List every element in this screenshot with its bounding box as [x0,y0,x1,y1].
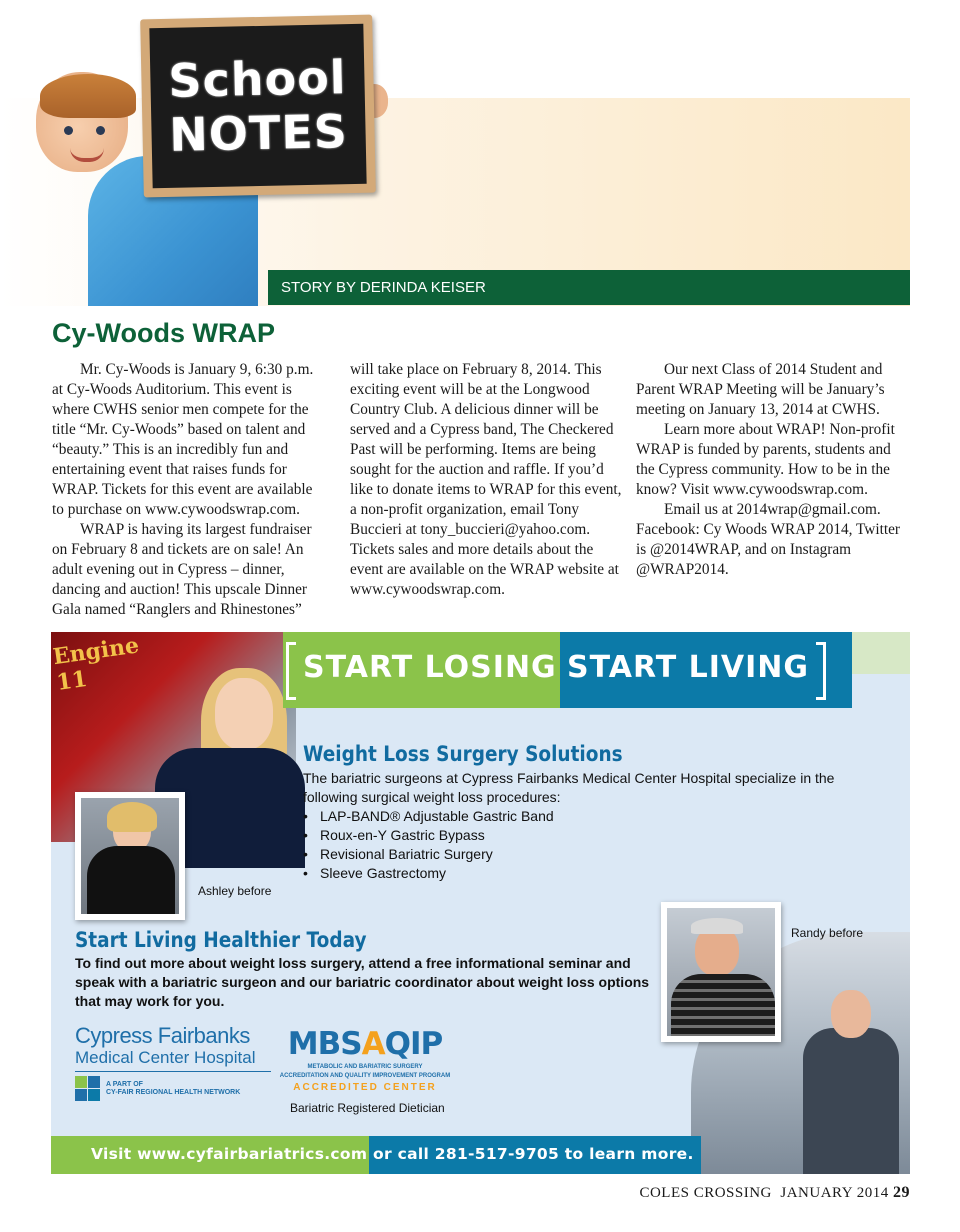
engine-emblem: Engine 11 [51,632,141,696]
randy-photo-image [667,908,775,1036]
article-column-2 [350,360,626,600]
cypress-fairbanks-logo [75,1024,275,1102]
ashley-shirt [87,846,175,914]
footer-publication: COLES CROSSING JANUARY 2014 [639,1185,889,1201]
paragraph: Mr. Cy-Woods is January 9, 6:30 p.m. at Cy-Woods Auditorium. This event is where CWHS senior men compete for the title “Mr. Cy-Woods” based on talent and “beauty.” This is an incredibly fun and entertaining event that raises funds for WRAP. Tickets for this event are available to purchase on www.cywoodswrap.com. [52,361,314,518]
mbsaqip-accredited: ACCREDITED CENTER [293,1082,437,1093]
caption-randy-before: Randy before [791,926,864,940]
ashley-before-photo [75,792,185,920]
doctor-body [803,1028,899,1174]
mbsaqip-wordmark [265,1026,465,1062]
doctor-face [831,990,871,1038]
cf-logo-name: Cypress Fairbanks [75,1023,250,1048]
section-healthier-title: Start Living Healthier Today [75,928,367,952]
cf-logo-divider [75,1071,271,1072]
seminar-text: To find out more about weight loss surgery, attend a free informational seminar and speak with a bariatric surgeon and our bariatric coordinator about weight loss options that may work for you. [75,955,650,1009]
bariatric-advertisement [51,632,910,1174]
mbs-part3: QIP [384,1026,443,1062]
boy-eye-right [96,126,105,135]
byline-text: STORY BY DERINDA KEISER [281,279,486,296]
headline-light-block [852,632,910,674]
mbs-part2: A [361,1026,385,1062]
list-item: • LAP-BAND® Adjustable Gastric Band [303,807,554,826]
dietician-caption: Bariatric Registered Dietician [290,1101,445,1115]
boy-smile [70,148,104,162]
mbsaqip-small-line1: METABOLIC AND BARIATRIC SURGERY [307,1064,423,1070]
boy-hair [40,74,136,118]
paragraph: will take place on February 8, 2014. This exciting event will be at the Longwood Country Club. A delicious dinner will be served and a Cypress band, The Checkered Past will be performing. Items are being sought for the auction and raffle. If you’d like to donate items to WRAP for this event, a non-profit organization, email Tony Buccieri at tony_buccieri@yahoo.com. Tickets sales and more details about the event are available on the WRAP website at www.cywoodswrap.com. [350,361,622,598]
headline-start-living: START LIVING [567,650,810,685]
chalkboard-title [140,15,376,198]
mbsaqip-logo [265,1026,465,1093]
chalkboard-surface [149,24,366,188]
paragraph: Learn more about WRAP! Non-profit WRAP is funded by parents, students and the Cypress community. How to be in the know? Visit www.cywoodswrap.com. [636,421,895,498]
mbs-part1: MBS [287,1026,362,1062]
byline-bar [268,270,910,305]
list-item: • Sleeve Gastrectomy [303,864,554,883]
paragraph: WRAP is having its largest fundraiser on February 8 and tickets are on sale! An adult evening out in Cypress – dinner, dancing and auction! This upscale Dinner Gala named “Ranglers and Rhinestones” [52,521,312,618]
section-weight-loss-intro: The bariatric surgeons at Cypress Fairbanks Medical Center Hospital specialize in the following surgical weight loss procedures: [303,770,835,805]
section-weight-loss-title: Weight Loss Surgery Solutions [303,742,623,766]
list-item: • Revisional Bariatric Surgery [303,845,554,864]
paragraph: Email us at 2014wrap@gmail.com. Facebook: Cy Woods WRAP 2014, Twitter is @2014WRAP, and on Instagram @WRAP2014. [636,501,900,578]
mbsaqip-small-line2: ACCREDITATION AND QUALITY IMPROVEMENT PROGRAM [279,1073,451,1079]
article-column-3 [636,360,911,580]
boy-face [36,72,128,172]
randy-striped-shirt [671,974,775,1036]
boy-eye-left [64,126,73,135]
cf-square-teal [88,1089,100,1101]
randy-cap [691,918,743,934]
cf-network-text [106,1081,240,1097]
cta-text: Visit www.cyfairbariatrics.com or call 281-517-9705 to learn more. [91,1145,694,1163]
caption-ashley-before: Ashley before [198,884,272,898]
headline-band [51,632,910,708]
cf-logo-subtitle: Medical Center Hospital [75,1048,256,1067]
cf-square-blue [75,1089,87,1101]
cf-network-line1: A PART OF [106,1081,143,1088]
cf-network-badge [75,1076,275,1102]
list-item: • Roux-en-Y Gastric Bypass [303,826,554,845]
cta-bar [51,1136,701,1174]
headline-start-losing: START LOSING [303,650,557,685]
bracket-left-icon [286,642,296,700]
paragraph: Our next Class of 2014 Student and Parent WRAP Meeting will be January’s meeting on January 13, 2014 at CWHS. [636,361,885,418]
cf-square-green [75,1076,87,1088]
bracket-right-icon [816,642,826,700]
cf-square-blue [88,1076,100,1088]
article-title: Cy-Woods WRAP [52,318,275,348]
page-footer [639,1184,910,1202]
chalk-title-line1: School [167,50,348,108]
page-number: 29 [893,1184,910,1201]
cf-network-icon [75,1076,101,1102]
chalk-title-line2: NOTES [168,104,349,162]
randy-before-photo [661,902,781,1042]
article-column-1 [52,360,328,620]
procedures-list [303,807,554,883]
ashley-hair [107,802,157,832]
ashley-photo-image [81,798,179,914]
cf-network-line2: CY-FAIR REGIONAL HEALTH NETWORK [106,1089,241,1096]
